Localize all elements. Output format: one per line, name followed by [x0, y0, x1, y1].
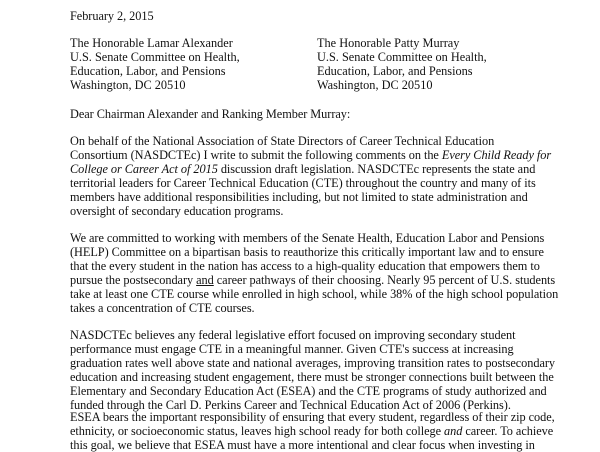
- text-span: discussion draft legislation. NASDCTEc represents the state and: [217, 162, 536, 176]
- paragraph-line: NASDCTEc believes any federal legislative effort focused on improving secondary student: [70, 328, 516, 342]
- recipient-address-murray: [317, 36, 487, 92]
- paragraph-line: (HELP) Committee on a bipartisan basis to reauthorize this critically important law and to ensure: [70, 245, 544, 259]
- recipient-address-line: U.S. Senate Committee on Health,: [70, 50, 240, 64]
- paragraph-line: [70, 273, 555, 287]
- paragraph-line: performance must engage CTE in a meaningful manner. Given CTE's success at increasing: [70, 342, 514, 356]
- paragraph-line: On behalf of the National Association of State Directors of Career Technical Education: [70, 134, 495, 148]
- text-span: pursue the postsecondary: [70, 273, 197, 287]
- recipient-address-line: U.S. Senate Committee on Health,: [317, 50, 487, 64]
- paragraph-line: territorial leaders for Career Technical Education (CTE) throughout the country and many of its: [70, 176, 536, 190]
- recipient-address-line: Washington, DC 20510: [317, 78, 433, 92]
- salutation: Dear Chairman Alexander and Ranking Member Murray:: [70, 107, 351, 121]
- paragraph-line: funded through the Carl D. Perkins Career and Technical Education Act of 2006 (Perkins).: [70, 398, 511, 412]
- paragraph-line: graduation rates well above state and national averages, improving transition rates to postsecondary: [70, 356, 556, 370]
- recipient-address-line: Education, Labor, and Pensions: [70, 64, 226, 78]
- text-span: Consortium (NASDCTEc) I write to submit the following comments on the: [70, 148, 442, 162]
- paragraph-line: this goal, we believe that ESEA must have a more intentional and clear focus when investing in: [70, 438, 535, 452]
- letter-date: February 2, 2015: [70, 9, 154, 23]
- text-span: career. To achieve: [462, 424, 554, 438]
- recipient-address-alexander: [70, 36, 240, 92]
- paragraph-line: that the every student in the nation has access to a high-quality education that empowers them to: [70, 259, 540, 273]
- recipient-address-line: Education, Labor, and Pensions: [317, 64, 473, 78]
- paragraph-line: ESEA bears the important responsibility of ensuring that every student, regardless of their zip code,: [70, 410, 555, 424]
- paragraph-line: education and increasing student engagement, there must be stronger connections built between the: [70, 370, 554, 384]
- recipient-name: The Honorable Lamar Alexander: [70, 36, 233, 50]
- paragraph-line: [70, 148, 551, 162]
- recipient-address-line: Washington, DC 20510: [70, 78, 186, 92]
- paragraph-line: Elementary and Secondary Education Act (ESEA) and the CTE programs of study authorized and: [70, 384, 547, 398]
- underlined-word: and: [196, 273, 214, 287]
- act-title-italic: Every Child Ready for: [441, 148, 552, 162]
- italic-word: and: [444, 424, 463, 438]
- act-title-italic: College or Career Act of 2015: [70, 162, 218, 176]
- text-span: career pathways of their choosing. Nearly 95 percent of U.S. students: [213, 273, 556, 287]
- paragraph-line: members have additional responsibilities including, but not limited to state administration and: [70, 190, 528, 204]
- paragraph-line: [70, 424, 553, 438]
- paragraph-line: oversight of secondary education programs.: [70, 204, 284, 218]
- paragraph-line: take at least one CTE course while enrolled in high school, while 38% of the high school population: [70, 287, 559, 301]
- paragraph-line: [70, 162, 535, 176]
- paragraph-line: takes a concentration of CTE courses.: [70, 301, 255, 315]
- text-span: ethnicity, or socioeconomic status, leaves high school ready for both college: [70, 424, 445, 438]
- paragraph-line: We are committed to working with members of the Senate Health, Education Labor and Pensions: [70, 231, 545, 245]
- recipient-name: The Honorable Patty Murray: [317, 36, 460, 50]
